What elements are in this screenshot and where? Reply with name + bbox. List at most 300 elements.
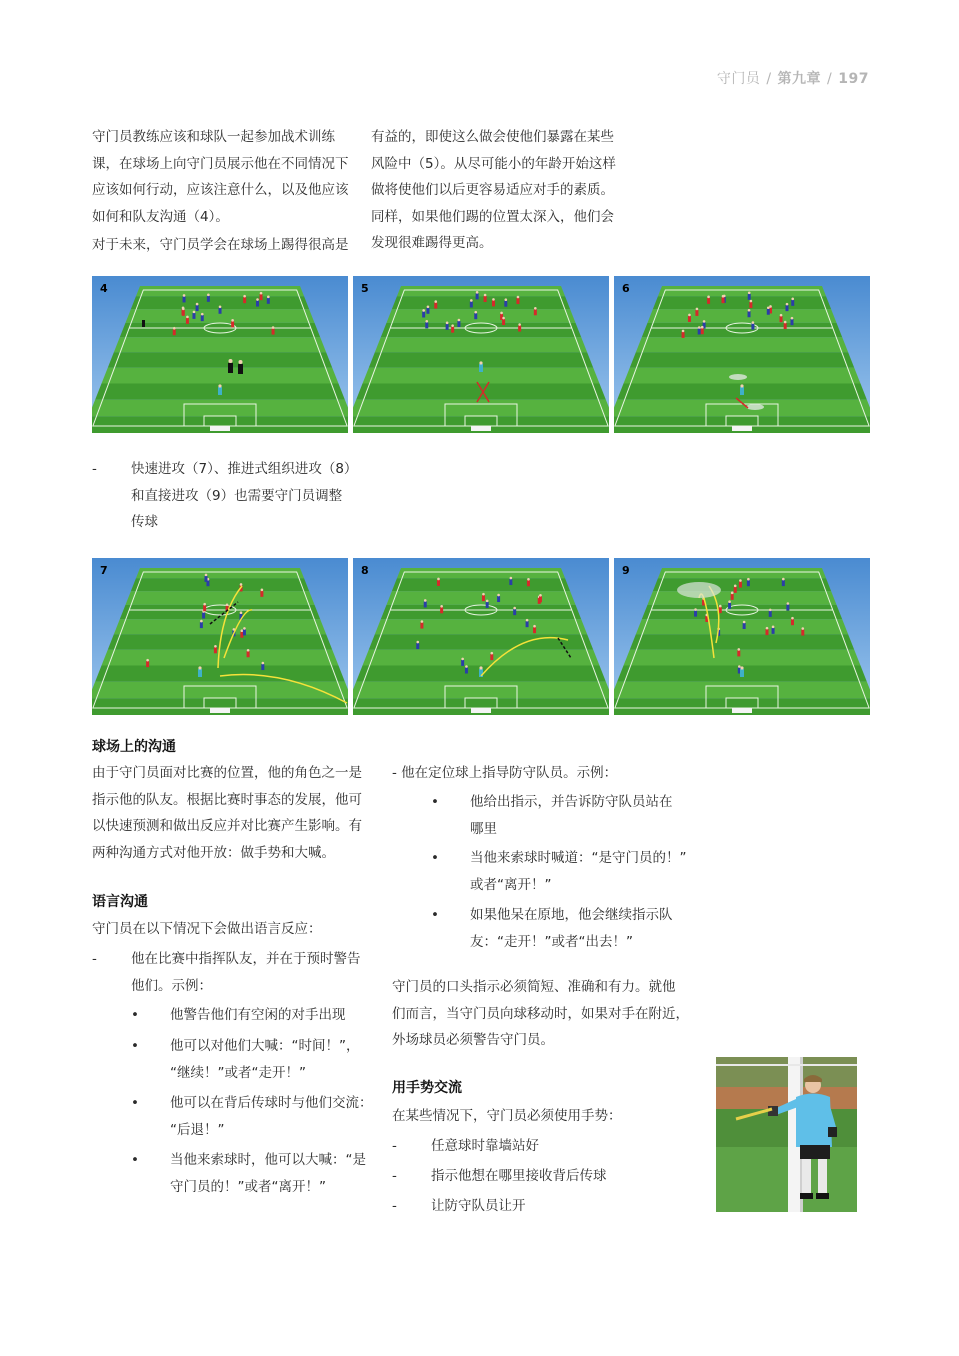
player-head [421,620,424,623]
player-marker [192,313,195,319]
player-marker [739,582,742,588]
player-head [533,625,536,628]
player-head [502,317,505,320]
player-head [425,320,428,323]
player-marker [422,311,425,317]
player-head [440,605,443,608]
text-line: 由于守门员面对比赛的位置，他的角色之一是 [92,765,362,781]
player-head [688,314,691,317]
pitch-stripe [624,650,861,666]
goal [471,708,491,713]
dash-marker: - [392,1198,397,1214]
player-head [738,665,741,668]
tactical-diagram-5 [353,276,609,433]
pitch-stripe [653,296,831,309]
pitch-stripe [397,286,565,296]
player-head [451,324,454,327]
text-line: 做将使他们以后更容易适应对手的素质。 [371,182,614,198]
figure-number: 8 [361,564,369,577]
player-marker [173,329,176,335]
player-head [240,583,243,586]
player-head [183,294,186,297]
goal [732,426,752,431]
figure-number: 9 [622,564,630,577]
text-line: 发现很难踢得更高。 [371,235,493,251]
text-line: 指示他的队友。根据比赛时事态的发展，他可 [92,791,362,808]
player-head [490,652,493,655]
player-head [465,665,468,668]
player-head [696,308,699,311]
player-head [267,296,270,299]
header-chapter: 第九章 [777,71,822,87]
text-line: 外场球员必须警告守门员。 [392,1032,554,1048]
player-head [193,311,196,314]
pitch-stripe [636,337,848,352]
player-marker [201,315,204,321]
player-head [722,295,725,298]
gesture-item: 让防守队员让开 [431,1198,526,1214]
header-separator: / [766,71,772,87]
player-head [437,578,440,581]
player-marker [801,630,804,636]
pitch-stripe [95,666,345,682]
player-marker [694,611,697,617]
header-section: 守门员 [716,71,761,87]
goal [210,426,230,431]
tactical-diagram-8 [353,558,609,715]
player-marker [500,314,503,320]
intro-column-1 [92,124,367,259]
player-marker [767,309,770,315]
goalkeeper-photo-illustration [716,1057,857,1212]
player-head [243,627,246,630]
player-marker [457,321,460,327]
player-head [260,292,263,295]
text-line: 他们。示例： [131,977,212,994]
player-marker [747,580,750,586]
dash-marker: - [392,1138,397,1154]
pitch-stripe [647,591,836,605]
player-head [513,607,516,610]
player-head [517,296,520,299]
text-line: 哪里 [470,820,497,837]
text-line: 两种沟通方式对他开放：做手势和大喊。 [92,844,335,861]
section-heading-communication: 球场上的沟通 [92,739,176,755]
verbal-bullet-item [170,1002,346,1029]
pitch-stripe [363,650,600,666]
player-head [707,296,710,299]
player-marker [748,294,751,300]
player-marker [247,651,250,657]
coach-marker [228,363,233,373]
player-marker [707,298,710,304]
pitch-stripe [353,400,609,416]
tactical-diagram-6 [614,276,870,433]
player-head [231,319,234,322]
player-head [434,300,437,303]
mid-list-item [131,456,371,536]
player-marker [527,580,530,586]
pitch-stripe [381,605,581,619]
set-piece-bullet-item [470,789,673,842]
player-head [474,311,477,314]
player-marker [502,319,505,325]
player-marker [698,329,701,335]
text-line: 他可以在背后传球时与他们交流： [170,1095,373,1111]
player-marker [743,623,746,629]
player-head [500,312,503,315]
player-marker [780,316,783,322]
player-head [791,298,794,301]
player-head [207,294,210,297]
pitch-stripe [356,384,606,400]
player-marker [424,601,427,607]
player-marker [791,619,794,625]
player-marker [203,605,206,611]
goalkeeper-head [479,666,482,669]
player-head [470,299,473,302]
player-marker [492,300,495,306]
text-line: 守门员的口头指示必须简短、准确和有力。就他 [392,979,676,995]
player-marker [243,629,246,635]
player-head [427,305,430,308]
player-marker [526,621,529,627]
page-number: 197 [838,71,869,87]
pitch-stripe [392,296,570,309]
player-marker [256,301,259,307]
player-head [786,303,789,306]
player-head [747,578,750,581]
header-separator: / [827,71,833,87]
verbal-bullet-item [170,1147,366,1200]
player-head [766,627,769,630]
text-line: 如何和队友沟通（4）。 [92,208,229,225]
pitch-stripe [642,323,842,337]
player-head [243,295,246,298]
player-marker [182,310,185,316]
player-marker [791,300,794,306]
player-marker [722,297,725,303]
player-head [214,645,217,648]
player-marker [240,632,243,638]
dash-marker: - [392,1168,397,1184]
player-head [772,626,775,629]
player-head [173,327,176,330]
pitch-stripe [375,619,587,634]
player-marker [731,594,734,600]
bullet-marker: • [431,794,439,810]
player-marker [728,603,731,609]
goal [471,426,491,431]
player-head [497,594,500,597]
player-head [527,578,530,581]
player-marker [425,322,428,328]
verbal-dash-item [131,946,391,999]
player-marker [146,661,149,667]
player-marker [497,596,500,602]
pitch-stripe [120,323,320,337]
gestures-intro: 在某些情况下，守门员必须使用手势： [392,1108,622,1124]
player-head [424,599,427,602]
player-head [743,621,746,624]
player-marker [484,296,487,302]
player-head [782,578,785,581]
player-head [146,659,149,662]
player-marker [202,612,205,618]
set-piece-bullet-item [470,902,673,955]
player-marker [769,611,772,617]
pitch-stripe [108,352,332,367]
intro-column-2 [371,124,646,257]
text-line: 他给出指示，并告诉防守队员站在 [470,794,673,810]
text-line: 有益的，即使这么做会使他们暴露在某些 [371,129,614,145]
player-head [461,658,464,661]
player-marker [734,587,737,593]
pitch-stripe [386,309,575,323]
text-line: 他可以对他们大喊：“时间！”， [170,1038,360,1054]
set-piece-dash-item: - 他在定位球上指导防守队员。示例： [392,765,618,781]
player-marker [533,627,536,633]
player-head [739,579,742,582]
pitch-stripe [630,634,854,649]
running-header [717,68,869,88]
player-head [748,292,751,295]
pitch-stripe [614,682,870,698]
text-line: 或者“离开！” [470,876,552,893]
player-marker [737,650,740,656]
player-marker [785,305,788,311]
player-head [703,320,706,323]
player-head [734,585,737,588]
player-head [486,600,489,603]
player-marker [695,310,698,316]
player-head [484,294,487,297]
pitch-stripe [102,650,339,666]
pitch-stripe [658,568,826,578]
player-marker [451,327,454,333]
player-marker [701,328,704,334]
player-marker [461,660,464,666]
dash-marker: - [92,951,97,967]
player-marker [219,308,222,314]
goalkeeper-head [740,384,743,387]
player-marker [486,602,489,608]
player-head [748,309,751,312]
player-head [737,648,740,651]
player-head [518,323,521,326]
pitch-stripe [114,337,326,352]
player-head [272,326,275,329]
player-head [510,577,513,580]
text-line: 他在比赛中指挥队友，并在于预时警告 [131,951,361,967]
text-line: “继续！”或者“走开！” [170,1064,306,1081]
player-head [767,306,770,309]
player-marker [437,580,440,586]
player-marker [504,301,507,307]
text-line: 如果他呆在原地，他会继续指示队 [470,907,673,923]
gesture-item: 指示他想在哪里接收背后传球 [431,1168,607,1184]
player-head [505,298,508,301]
player-marker [260,591,263,597]
player-head [458,319,461,322]
player-marker [416,643,419,649]
text-line: “后退！” [170,1121,225,1138]
player-head [247,649,250,652]
text-line: 当他来索球时喊道：“是守门员的！” [470,850,687,866]
player-head [750,300,753,303]
player-marker [426,308,429,314]
set-piece-bullet-item [470,845,687,898]
player-head [182,308,185,311]
pitch-stripe [658,286,826,296]
player-marker [474,313,477,319]
player-marker [243,297,246,303]
goalkeeper-marker [740,669,744,677]
text-line: 和直接进攻（9）也需要守门员调整 [131,487,343,504]
pitch-stripe [114,619,326,634]
bullet-marker: • [131,1152,139,1168]
player-head [728,600,731,603]
player-marker [751,324,754,330]
pitch-stripe [381,323,581,337]
text-line: 同样，如果他们踢的位置太深入，他们会 [371,208,614,225]
player-marker [772,628,775,634]
player-marker [766,629,769,635]
bullet-marker: • [431,907,439,923]
goal [210,708,230,713]
player-marker [470,301,473,307]
player-marker [786,605,789,611]
player-head [476,291,479,294]
gesture-item: 任意球时靠墙站好 [431,1138,539,1154]
player-marker [748,311,751,317]
pitch-stripe [102,368,339,384]
player-head [446,322,449,325]
player-marker [682,332,685,338]
figure-number: 5 [361,282,369,295]
text-line: 风险中（5）。从尽可能小的年龄开始这样 [371,155,616,172]
goalkeeper-marker [740,387,744,395]
text-line: 们而言，当守门员向球移动时，如果对手在附近， [392,1005,689,1022]
player-marker [434,303,437,309]
player-head [186,316,189,319]
player-head [196,303,199,306]
bullet-marker: • [131,1095,139,1111]
text-line: 传球 [131,514,158,530]
player-head [698,326,701,329]
dash-marker: - [92,461,97,477]
pitch-stripe [131,578,309,591]
player-marker [490,654,493,660]
player-marker [207,296,210,302]
pitch-stripe [369,634,593,649]
pitch-stripe [392,578,570,591]
section-heading-gestures: 用手势交流 [392,1080,462,1096]
player-marker [518,326,521,332]
figure-number: 6 [622,282,630,295]
pitch-stripe [136,568,304,578]
player-marker [214,647,217,653]
bullet-marker: • [131,1038,139,1054]
verbal-bullet-item [170,1033,360,1086]
summary-paragraph [392,974,702,1054]
player-marker [534,309,537,315]
player-marker [749,302,752,308]
bullet-marker: • [431,850,439,866]
text-line: 守门员的！”或者“离开！” [170,1178,326,1195]
player-head [219,305,222,308]
player-head [769,305,772,308]
pitch-stripe [136,286,304,296]
player-head [416,641,419,644]
text-line: 守门员教练应该和球队一起参加战术训练 [92,129,335,145]
bullet-marker: • [131,1007,139,1023]
text-line: 他警告他们有空闲的对手出现 [170,1007,346,1023]
player-head [534,307,537,310]
player-marker [231,321,234,327]
coach-marker [238,364,243,374]
pitch-stripe [375,337,587,352]
tactical-diagram-9 [614,558,870,715]
goalkeeper-photo [716,1057,857,1212]
referee-marker [142,320,145,327]
pitch-stripe [642,605,842,619]
pitch-stripe [636,619,848,634]
tactical-diagram-7 [92,558,348,715]
player-marker [420,623,423,629]
player-head [241,629,244,632]
coach-head [239,360,243,364]
player-head [201,313,204,316]
player-marker [272,329,275,335]
goalkeeper-marker [218,387,222,395]
goalkeeper-head [740,666,743,669]
player-marker [260,294,263,300]
player-head [226,603,229,606]
pitch-stripe [92,682,348,698]
player-head [526,619,529,622]
verbal-intro: 守门员在以下情况下会做出语言反应： [92,921,322,937]
player-marker [200,622,203,628]
verbal-bullet-item [170,1090,373,1143]
pitch-stripe [386,591,575,605]
player-marker [482,595,485,601]
player-head [731,592,734,595]
text-line: 当他来索球时，他可以大喊：“是 [170,1152,366,1168]
player-marker [440,607,443,613]
text-line: 对于未来，守门员学会在球场上踢得很高是 [92,237,349,253]
zone-marker [677,582,721,598]
zone-marker [746,404,764,410]
player-head [694,608,697,611]
player-marker [196,305,199,311]
text-line: 快速进攻（7）、推进式组织进攻（8） [131,461,358,477]
player-marker [476,293,479,299]
player-marker [261,664,264,670]
player-marker [688,316,691,322]
pitch-stripe [647,309,836,323]
coach-head [229,359,233,363]
goalkeeper-head [479,361,482,364]
pitch-stripe [92,400,348,416]
player-marker [513,609,516,615]
pitch-stripe [397,568,565,578]
player-head [780,314,783,317]
player-marker [509,579,512,585]
player-head [203,603,206,606]
player-head [752,321,755,324]
text-line: 以快速预测和做出反应并对比赛产生影响。有 [92,818,362,834]
